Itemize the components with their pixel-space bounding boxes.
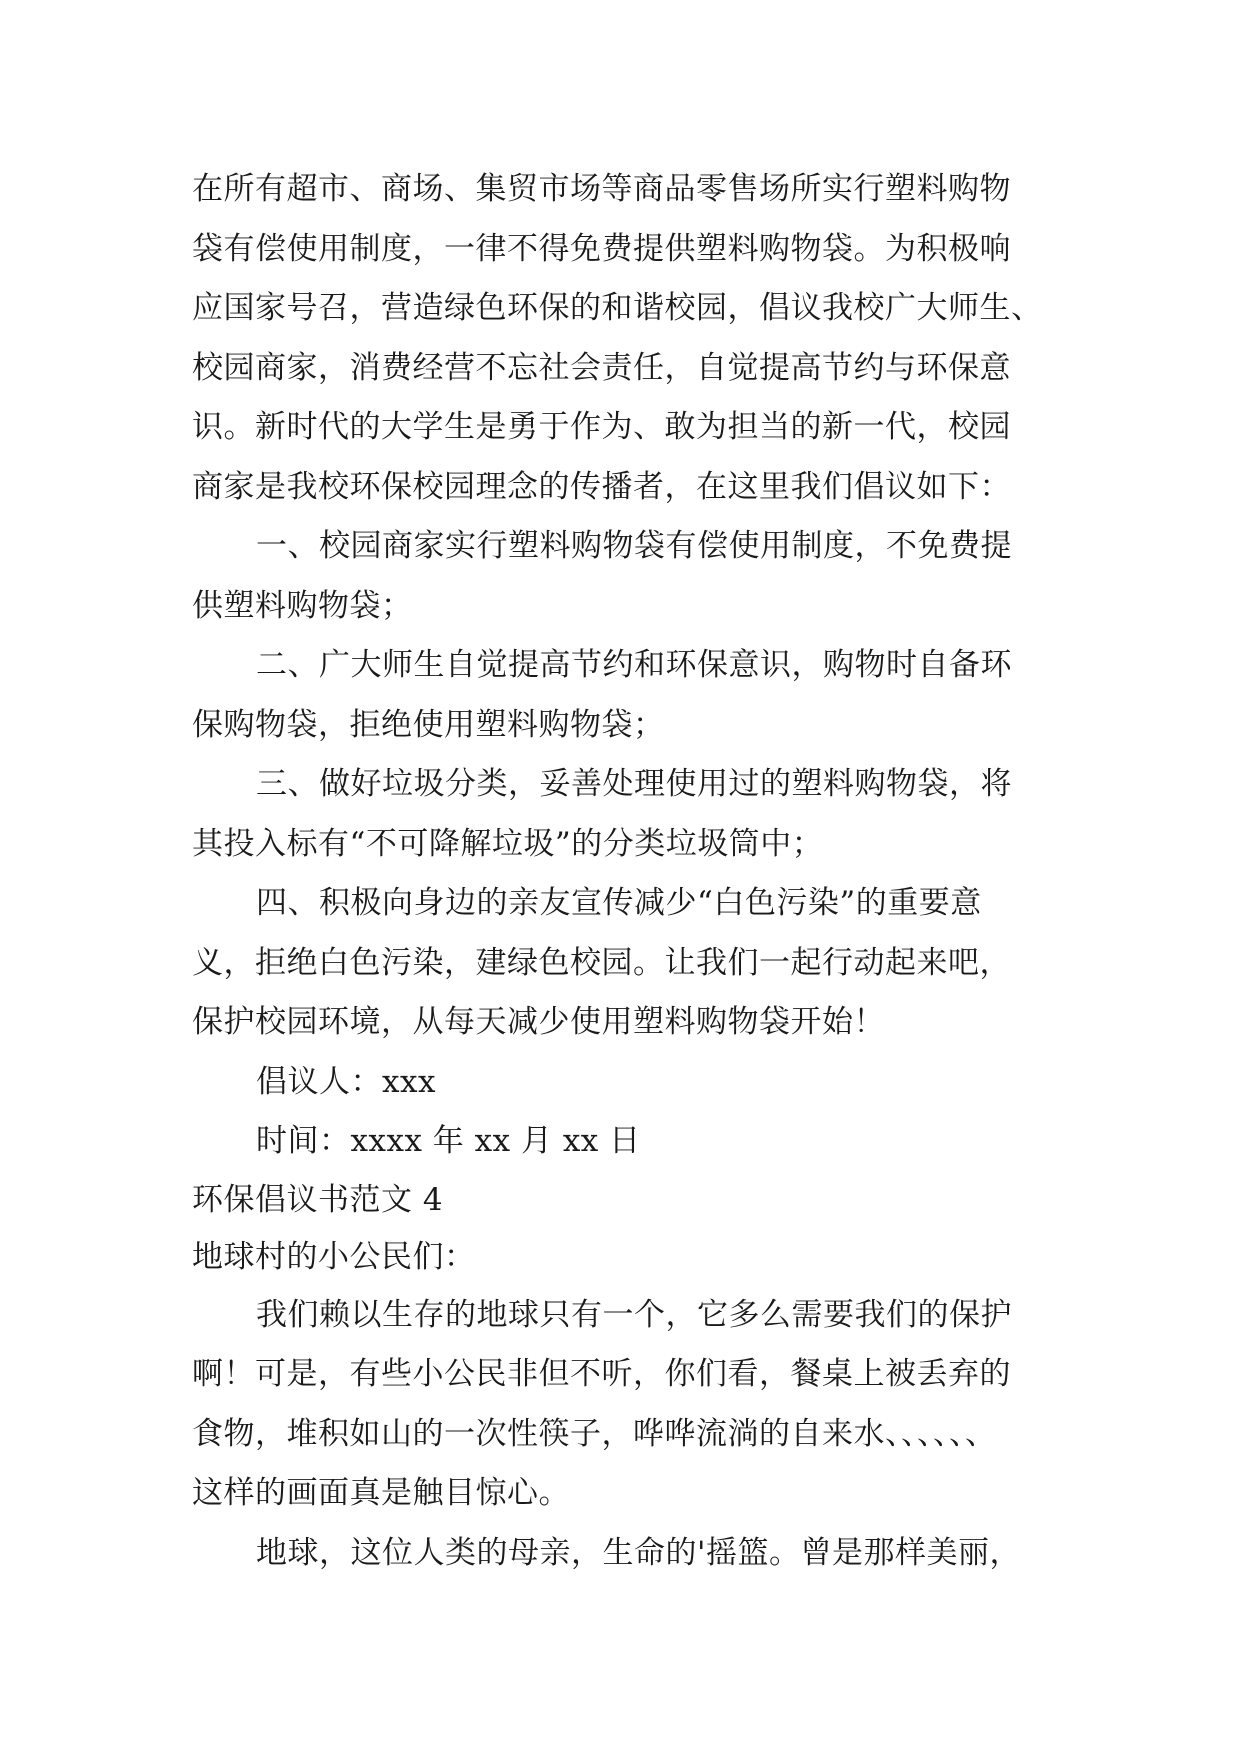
text-line: 应国家号召，营造绿色环保的和谐校园，倡议我校广大师生、 — [192, 290, 1043, 326]
text-line: 地球，这位人类的母亲，生命的'摇篮。曾是那样美丽， — [256, 1534, 1022, 1571]
section-heading — [192, 1172, 1052, 1229]
proposal-item-4 — [192, 874, 1052, 1053]
text-line: 这样的画面真是触目惊心。 — [192, 1475, 570, 1511]
text-line: 食物，堆积如山的一次性筷子，哗哗流淌的自来水、、、、、、 — [192, 1415, 997, 1452]
intro-paragraph — [192, 160, 1052, 517]
text-line: 四、积极向身边的亲友宣传减少“白色污染”的重要意 — [256, 885, 982, 921]
text-line: 供塑料购物袋； — [192, 587, 413, 624]
body-paragraph-2 — [192, 1524, 1052, 1584]
text-line: 时间：xxxx 年 xx 月 xx 日 — [256, 1123, 641, 1159]
text-line: 倡议人：xxx — [256, 1063, 436, 1100]
text-line: 保护校园环境，从每天减少使用塑料购物袋开始！ — [192, 1004, 885, 1040]
text-line: 保购物袋，拒绝使用塑料购物袋； — [192, 706, 665, 743]
text-line: 一、校园商家实行塑料购物袋有偿使用制度，不免费提 — [256, 528, 1012, 564]
proposal-item-1 — [192, 517, 1052, 636]
date-line — [192, 1112, 1052, 1172]
document-body — [192, 160, 1052, 1583]
signer-line — [192, 1053, 1052, 1113]
text-line: 啊！可是，有些小公民非但不听，你们看，餐桌上被丢弃的 — [192, 1356, 1011, 1392]
text-line: 我们赖以生存的地球只有一个，它多么需要我们的保护 — [256, 1296, 1012, 1333]
text-line: 其投入标有“不可降解垃圾”的分类垃圾筒中； — [192, 825, 824, 862]
text-line: 义，拒绝白色污染，建绿色校园。让我们一起行动起来吧， — [192, 944, 1011, 981]
text-line: 地球村的小公民们： — [192, 1238, 476, 1275]
text-line: 在所有超市、商场、集贸市场等商品零售场所实行塑料购物 — [192, 171, 1011, 207]
proposal-item-3 — [192, 755, 1052, 874]
text-line: 二、广大师生自觉提高节约和环保意识，购物时自备环 — [256, 647, 1012, 683]
text-line: 识。新时代的大学生是勇于作为、敢为担当的新一代，校园 — [192, 409, 1011, 445]
body-paragraph-1 — [192, 1286, 1052, 1524]
text-line: 校园商家，消费经营不忘社会责任，自觉提高节约与环保意 — [192, 349, 1011, 386]
text-line: 袋有偿使用制度，一律不得免费提供塑料购物袋。为积极响 — [192, 230, 1011, 267]
salutation — [192, 1229, 1052, 1286]
text-line: 三、做好垃圾分类，妥善处理使用过的塑料购物袋，将 — [256, 766, 1012, 802]
text-line: 环保倡议书范文 4 — [192, 1181, 444, 1218]
text-line: 商家是我校环保校园理念的传播者，在这里我们倡议如下： — [192, 468, 1011, 505]
proposal-item-2 — [192, 636, 1052, 755]
